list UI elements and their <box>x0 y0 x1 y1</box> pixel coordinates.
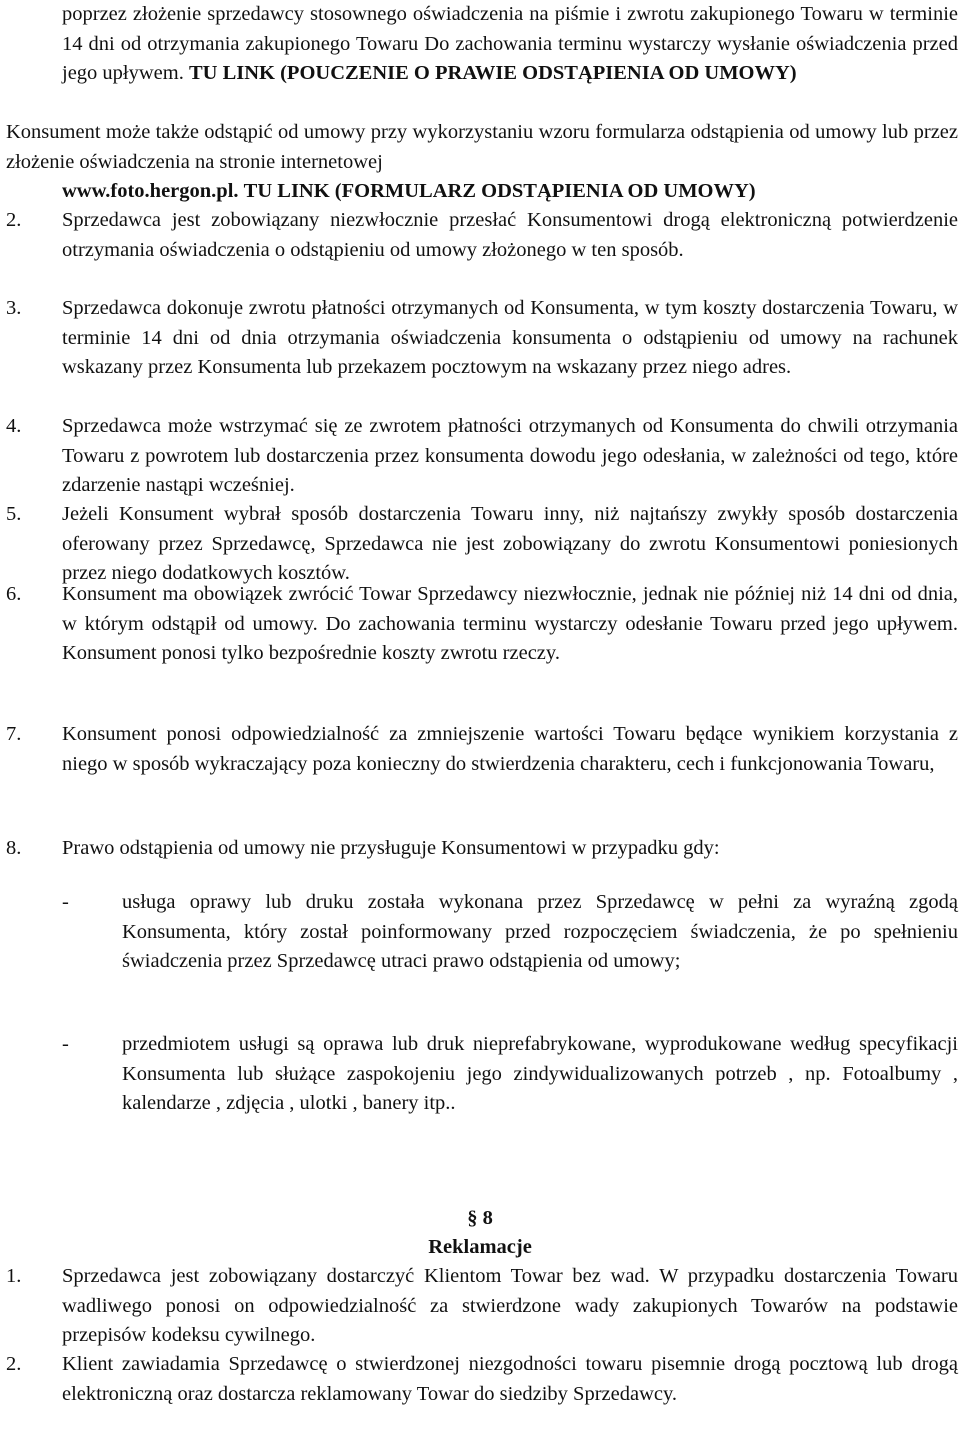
item-text: Sprzedawca jest zobowiązany dostarczyć Klientom Towar bez wad. W przypadku dostarczenia Towaru wadliwego ponosi on odpowiedzialność za stwierdzone wady zakupionych Towarów na podstawie przepisów kodeksu cywilnego. <box>62 1265 958 1346</box>
paragraph-symbol: § <box>467 1207 478 1229</box>
item-text: Jeżeli Konsument wybrał sposób dostarczenia Towaru inny, niż najtańszy zwykły sposób dostarczenia oferowany przez Sprzedawcę, Sprzedawca nie jest zobowiązany do zwrotu Konsumentowi poniesionych przez niego dodatkowych kosztów. <box>62 503 958 584</box>
section-title: Reklamacje <box>428 1236 532 1258</box>
link-formularz[interactable]: TU LINK (FORMULARZ ODSTĄPIENIA OD UMOWY) <box>243 180 756 202</box>
item-number: 1. <box>6 1265 22 1287</box>
item-text: Konsument ma obowiązek zwrócić Towar Sprzedawcy niezwłocznie, jednak nie później niż 14 dni od dnia, w którym odstąpił od umowy. Do zachowania terminu wystarczy odesłanie Towaru przed jego upływem. Konsument ponosi tylko bezpośrednie koszty zwrotu rzeczy. <box>62 583 958 664</box>
intro-link-line <box>62 177 958 207</box>
intro-paragraph <box>62 0 958 89</box>
item-number: 6. <box>6 583 22 605</box>
item-number: 3. <box>6 297 22 319</box>
item-text: Konsument ponosi odpowiedzialność za zmniejszenie wartości Towaru będące wynikiem korzystania z niego w sposób wykraczający poza konieczny do stwierdzenia charakteru, cech i funkcjonowania Towaru, <box>62 723 958 775</box>
item-text: Prawo odstąpienia od umowy nie przysługuje Konsumentowi w przypadku gdy: <box>62 837 720 859</box>
item-text: Sprzedawca jest zobowiązany niezwłocznie przesłać Konsumentowi drogą elektroniczną potwierdzenie otrzymania oświadczenia o odstąpieniu od umowy złożonego w ten sposób. <box>62 209 958 261</box>
dash-bullet: - <box>62 891 69 913</box>
intro-text: poprzez złożenie sprzedawcy stosownego oświadczenia na piśmie i zwrotu zakupionego Towaru w terminie 14 dni od otrzymania zakupionego Towaru Do zachowania terminu wystarczy wysłanie oświadczenia przed jego upływem. <box>62 3 958 84</box>
link-pouczenie[interactable]: TU LINK (POUCZENIE O PRAWIE ODSTĄPIENIA OD UMOWY) <box>188 62 797 84</box>
item-text: Klient zawiadamia Sprzedawcę o stwierdzonej niezgodności towaru pisemnie drogą pocztową lub drogą elektroniczną oraz dostarcza reklamowany Towar do siedziby Sprzedawcy. <box>62 1353 958 1405</box>
exception-text: przedmiotem usługi są oprawa lub druk nieprefabrykowane, wyprodukowane według specyfikacji Konsumenta lub służące zaspokojeniu jego zindywidualizowanych potrzeb , np. Fotoalbumy , kalendarze , zdjęcia , ulotki , banery itp.. <box>122 1033 958 1114</box>
item-number: 2. <box>6 209 22 231</box>
intro-paragraph-2 <box>6 118 958 177</box>
item-number: 7. <box>6 723 22 745</box>
item-number: 5. <box>6 503 22 525</box>
intro-text-2: Konsument może także odstąpić od umowy przy wykorzystaniu wzoru formularza odstąpienia od umowy lub przez złożenie oświadczenia na stronie internetowej <box>6 121 958 173</box>
exception-text: usługa oprawy lub druku została wykonana przez Sprzedawcę w pełni za wyraźną zgodą Konsumenta, który został poinformowany przed rozpoczęciem świadczenia, że po spełnieniu świadczenia przez Sprzedawcę utraci prawo odstąpienia od umowy; <box>122 891 958 972</box>
dash-bullet: - <box>62 1033 69 1055</box>
item-number: 8. <box>6 837 22 859</box>
item-text: Sprzedawca może wstrzymać się ze zwrotem płatności otrzymanych od Konsumenta do chwili otrzymania Towaru z powrotem lub dostarczenia przez konsumenta dowodu jego odesłania, w zależności od tego, które zdarzenie nastąpi wcześniej. <box>62 415 958 496</box>
item-number: 4. <box>6 415 22 437</box>
shop-url[interactable]: www.foto.hergon.pl. <box>62 180 239 202</box>
section-number-value: 8 <box>482 1207 493 1229</box>
item-text: Sprzedawca dokonuje zwrotu płatności otrzymanych od Konsumenta, w tym koszty dostarczenia Towaru, w terminie 14 dni od dnia otrzymania oświadczenia konsumenta o odstąpieniu od umowy na rachunek wskazany przez Konsumenta lub przekazem pocztowym na wskazany przez niego adres. <box>62 297 958 378</box>
item-number: 2. <box>6 1353 22 1375</box>
section-number <box>0 1204 960 1234</box>
